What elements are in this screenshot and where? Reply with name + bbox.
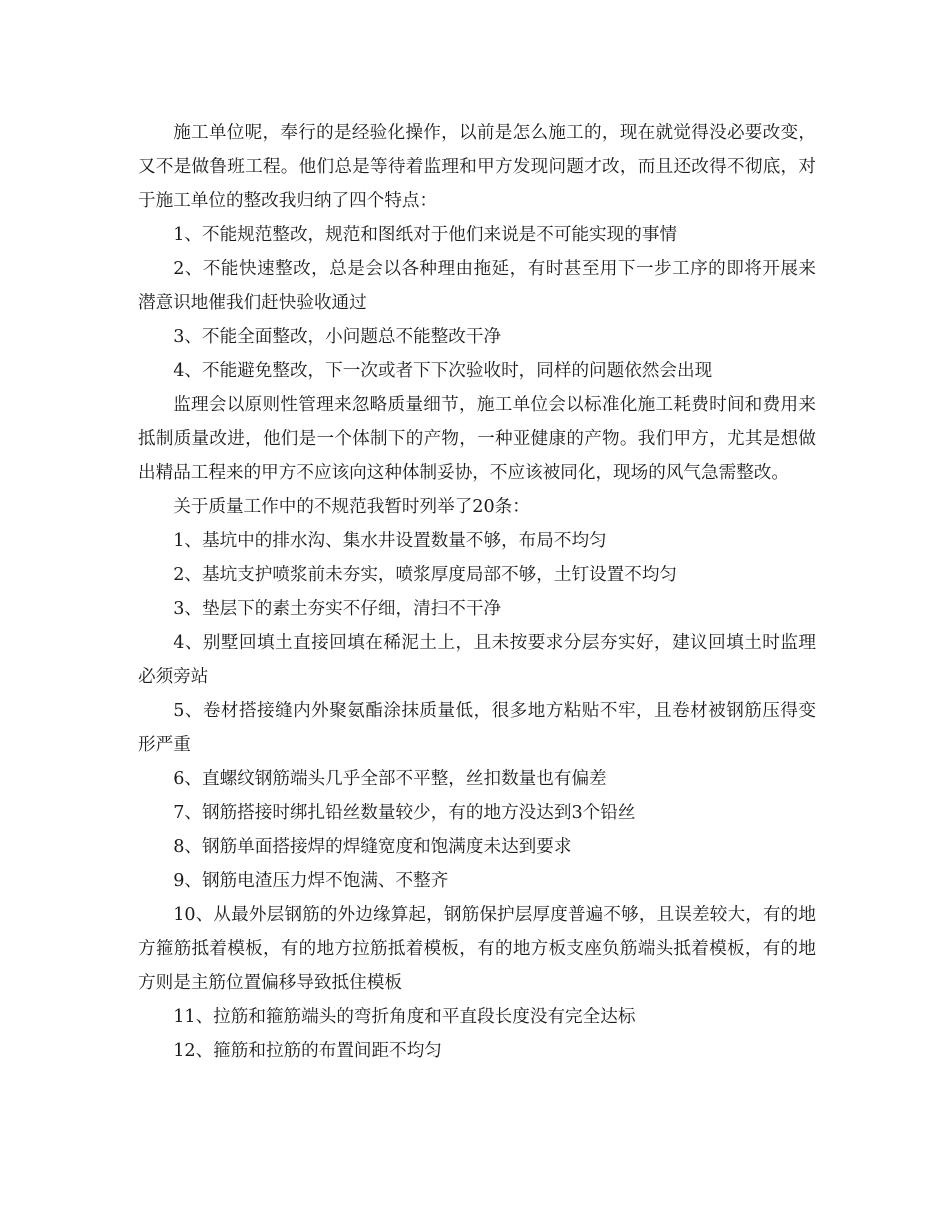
list-item: 11、拉筋和箍筋端头的弯折角度和平直段长度没有完全达标: [173, 1007, 636, 1027]
list-item: 9、钢筋电渣压力焊不饱满、不整齐: [173, 871, 449, 891]
list-item: 3、垫层下的素土夯实不仔细，清扫不干净: [173, 599, 502, 619]
list-item: 3、不能全面整改，小问题总不能整改干净: [173, 327, 502, 347]
paragraph-intro: 施工单位呢，奉行的是经验化操作，以前是怎么施工的，现在就觉得没必要改变，又不是做鲁班工程。他们总是等待着监理和甲方发现问题才改，而且还改得不彻底，对于施工单位的整改我归纳了四个特点：: [138, 123, 816, 211]
paragraph-list-heading: 关于质量工作中的不规范我暂时列举了20条：: [173, 497, 530, 517]
list-item: 4、别墅回填土直接回填在稀泥土上，且未按要求分层夯实好，建议回填土时监理必须旁站: [138, 633, 816, 687]
list-item: 4、不能避免整改，下一次或者下下次验收时，同样的问题依然会出现: [173, 361, 713, 381]
list-item: 2、基坑支护喷浆前未夯实，喷浆厚度局部不够，土钉设置不均匀: [173, 565, 678, 585]
list-item: 12、箍筋和拉筋的布置间距不均匀: [173, 1041, 442, 1061]
paragraph-body: 监理会以原则性管理来忽略质量细节，施工单位会以标准化施工耗费时间和费用来抵制质量改进，他们是一个体制下的产物，一种亚健康的产物。我们甲方，尤其是想做出精品工程来的甲方不应该向这种体制妥协，不应该被同化，现场的风气急需整改。: [138, 395, 816, 483]
list-item: 5、卷材搭接缝内外聚氨酯涂抹质量低，很多地方粘贴不牢，且卷材被钢筋压得变形严重: [138, 701, 816, 755]
list-item: 8、钢筋单面搭接焊的焊缝宽度和饱满度未达到要求: [173, 837, 572, 857]
list-item: 6、直螺纹钢筋端头几乎全部不平整，丝扣数量也有偏差: [173, 769, 607, 789]
list-item: 10、从最外层钢筋的外边缘算起，钢筋保护层厚度普遍不够，且误差较大，有的地方箍筋抵着模板，有的地方拉筋抵着模板，有的地方板支座负筋端头抵着模板，有的地方则是主筋位置偏移导致抵住模板: [138, 905, 816, 993]
list-item: 1、基坑中的排水沟、集水井设置数量不够，布局不均匀: [173, 531, 607, 551]
list-item: 1、不能规范整改，规范和图纸对于他们来说是不可能实现的事情: [173, 225, 678, 245]
document-body: [138, 116, 816, 1068]
list-item: 2、不能快速整改，总是会以各种理由拖延，有时甚至用下一步工序的即将开展来潜意识地催我们赶快验收通过: [138, 259, 816, 313]
list-item: 7、钢筋搭接时绑扎铅丝数量较少，有的地方没达到3个铅丝: [173, 803, 636, 823]
